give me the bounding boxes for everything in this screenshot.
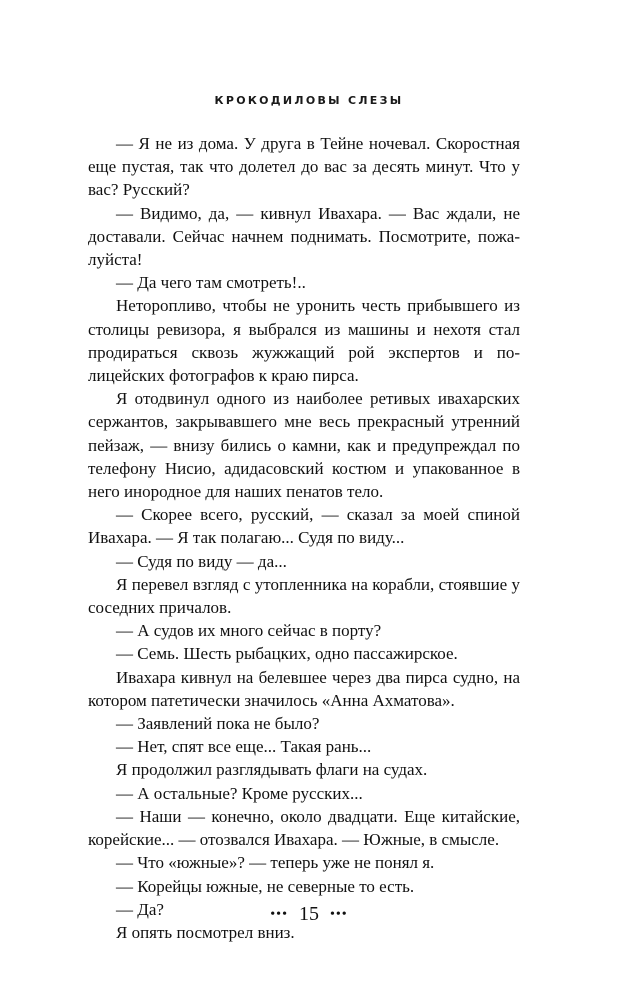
paragraph: — А остальные? Кроме русских... bbox=[116, 783, 363, 803]
paragraph: Ивахара кивнул на белевшее через два пирса судно, на котором патетически значилось «Анна Ахматова». bbox=[88, 667, 520, 710]
paragraph: — Я не из дома. У друга в Тейне ночевал. Скоростная еще пустая, так что долетел до вас за десять минут. Что у вас? Русский? bbox=[88, 134, 520, 200]
paragraph: — А судов их много сейчас в порту? bbox=[116, 621, 382, 641]
paragraph: — Видимо, да, — кивнул Ивахара. — Вас ждали, не доставали. Сейчас начнем поднимать. Посмотрите, пожалуйста! bbox=[88, 203, 520, 270]
running-title: КРОКОДИЛОВЫ СЛЕЗЫ bbox=[214, 94, 404, 107]
page-number: 15 bbox=[299, 903, 319, 925]
paragraph: — Корейцы южные, не северные то есть. bbox=[116, 876, 415, 896]
paragraph: — Наши — конечно, около двадцати. Еще китайские, корейские... — отозвался Ивахара. — Южные, в смысле. bbox=[88, 806, 520, 850]
paragraph: — Семь. Шесть рыбацких, одно пассажирское. bbox=[116, 644, 458, 664]
paragraph: — Что «южные»? — теперь уже не понял я. bbox=[116, 853, 435, 873]
page-footer bbox=[0, 903, 618, 926]
paragraph: Я опять посмотрел вниз. bbox=[116, 922, 295, 942]
ornament-dots-left: ••• bbox=[270, 907, 288, 922]
paragraph: — Судя по виду — да... bbox=[116, 551, 287, 571]
paragraph: Я перевел взгляд с утопленника на корабли, стоявшие у соседних причалов. bbox=[88, 574, 520, 618]
body-text bbox=[88, 132, 520, 944]
paragraph: Я продолжил разглядывать флаги на судах. bbox=[116, 760, 428, 780]
paragraph: Неторопливо, чтобы не уронить честь прибывшего из столицы ревизора, я выбрался из машины и нехотя стал продираться сквозь жужжащий рой экспертов и полицейских фотографов к краю пирса. bbox=[88, 296, 520, 386]
paragraph: Я отодвинул одного из наиболее ретивых ивахарских сержантов, закрывавшего мне весь прекрасный утренний пейзаж, — внизу бились о камни, как и предупреждал по телефону Нисио, адидасовский костюм и упакованное в него инородное для наших пенатов тело. bbox=[88, 389, 520, 502]
paragraph: — Да? bbox=[116, 899, 164, 919]
paragraph: — Нет, спят все еще... Такая рань... bbox=[116, 737, 372, 757]
paragraph: — Скорее всего, русский, — сказал за моей спиной Ивахара. — Я так полагаю... Судя по виду... bbox=[88, 505, 520, 548]
paragraph: — Заявлений пока не было? bbox=[116, 714, 320, 734]
ornament-dots-right: ••• bbox=[330, 907, 348, 922]
paragraph: — Да чего там смотреть!.. bbox=[116, 273, 306, 293]
